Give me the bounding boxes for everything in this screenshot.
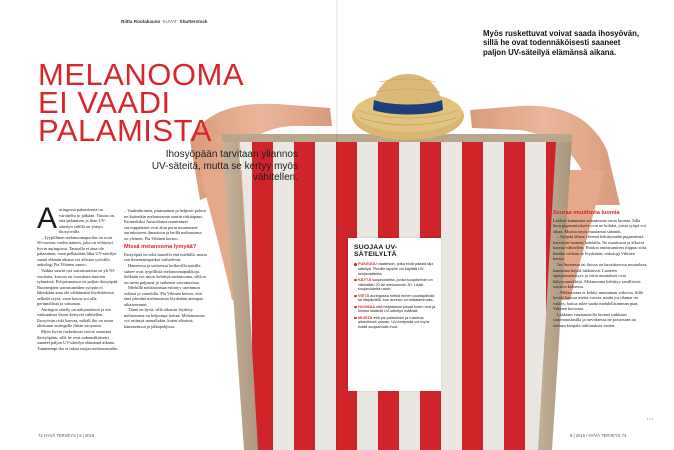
folio-left: 72 HYVÄ TERVEYS | 8 | 2016	[38, 433, 95, 438]
box-item-text: vaatteisiin, jotka eivät päästä läpi säteilyä. Pienille lapsille voi käyttää UV-suojavaatteita.	[358, 262, 434, 276]
box-item	[354, 278, 437, 292]
title-line-3: PALAMISTA	[38, 113, 212, 148]
col1-paragraph: – Tyypillinen melanoomapotilas on noin 50-vuotias vaalea nainen, joka on viihtynyt hyvin auringossa. Taustalla ei aina ole palaminen, vaan pelkästään liika UV-säteilyn saanti elämän aikana voi altistaa syövälle, onkologi Pia Vihinen sanoo.	[37, 234, 117, 268]
credit-author: Riitta Routakauno	[121, 19, 161, 24]
bullet-dot-icon	[354, 306, 357, 309]
uv-protection-box	[348, 238, 441, 391]
body-column-3	[553, 207, 648, 329]
col3-paragraph: Jos luomessa tai ihossa on havaittavissa muutoksia, kannattaa käydä lääkärissä. Luomen epäsymmetrisyys ja värin muutokset ovat hälytysmerkkejä. Melanooma kehittyy tavallisesti vuosien kuluessa.	[553, 261, 648, 290]
col1-paragraph: uringossa palamisesta on varoiteltu jo pitkään. Tutuus on, että palamisen ja liian UV-säteilyn välillä on yhteys ihosyövälle.	[59, 207, 116, 235]
box-item-text: että heijastavat pinnat kuten vesi ja hiekka lisäävät UV-säteilyn määrää.	[358, 304, 436, 314]
folio-right: 8 | 2016 / HYVÄ TERVEYS 73	[570, 433, 627, 438]
end-mark: ▪▪▪	[647, 416, 655, 421]
box-item-text: suojavoidetta, jonka suojakerroin on vähintään 20 tai mieluummin 30. Lisää suojavoidetta usein.	[358, 277, 433, 292]
col2-paragraph: Hameessa ja sortseissa kulkevilla naisilla säärет ovat tyypillisiä melanoomapaikkoja. Selkään voi myös kehittyä melanooma, sillä se on usein paljaana ja vaikeasti rasvattavissa.	[124, 262, 207, 285]
pull-quote: Myös ruskettuvat voivat saada ihosyövän, sillä he ovat todennäköisesti saaneet paljon UV-säteilyä elämänsä aikana.	[483, 29, 639, 57]
bullet-dot-icon	[354, 263, 357, 266]
col2-paragraph: – Vaaleaihoinen, pisamainen ja helposti palava on kuitenkin melanooman suurin riskitapaus. Esimerkiksi Australiassa muuttaneet eurooppalaiset ovat alun perin muuttaneet aurinkoiseen ilmastoon ja heillä melanooma on yleinen, Pia Vihinen kertoo.	[124, 208, 207, 241]
box-title: SUOJAA UV-SÄTEILYLTÄ	[354, 244, 398, 258]
box-item-keyword: KÄYTÄ	[358, 277, 372, 282]
col3-paragraph: – Syöpää lähtee yleensä kehittymään pigmentistä kasvavan luoman kohdalta. Ne muuttuvat ja alkavat kasvaa vähitellen. Hoidon onnistuminen riippuu siitä, kuinka varhain se löydetään, onkologi Vihinen kertoo.	[553, 234, 648, 262]
body-column-1	[37, 202, 119, 351]
box-item	[354, 294, 437, 304]
body-column-2	[124, 208, 207, 330]
col3-paragraph: – Melanooma ei kehity muutaman viikossa. Sillä kestää kasvaa useita vuosia, mutta jos tilanne on vaikea, hoitoa tulee saada mahdollisimman pian, Vihinen korostaa.	[553, 289, 643, 312]
col2-paragraph: Tämä on hyvä, sillä aikaisin löydetty melanooma on helpompi hoitaa. Melanoomaa voi esiintyä muuallakin, kuten silmissä, kämmenissä ja jalkapohjissa.	[124, 307, 205, 329]
col1-paragraph: Myös hyvin ruskettuvat voivat sairastua ihosyöpään, sillä he ovat todennäköisesti saaneet paljon UV-säteilyä elämänsä aikana. Tummempi iho ei takaa suojaa melanoomalta.	[37, 329, 119, 351]
box-item-keyword: HUOMAA	[358, 304, 376, 309]
box-item	[354, 316, 437, 330]
col1-paragraph: Auringon säteily on näkymätöntä ja sen vaikutukset ihoon kertyvät vähitellen. Ihosyövän riski kasvaa, mikäli iho on usein altistunut auringolle ilman suojausta.	[37, 306, 114, 329]
box-item-text: että jos palaminen ja rusketus aiheuttavat vaaran, UV-kertymää voi myös estää suojaamalla ihoa.	[358, 315, 430, 329]
col3-paragraph: Lääkäri kannustaa seuraamaan omia luomia. Silla ihon pigmenttialueet ovat ne kohdat, joista syöpä voi alkaa. Muista myös muutamat säännöt.	[553, 217, 646, 234]
credit-label: KUVAT	[162, 19, 178, 24]
box-item	[354, 305, 437, 315]
title-line-2: EI VAADI	[38, 85, 171, 120]
col3-paragraph: Lääkärin vastaanotolla luomet tutkitaan suurennuslasilla ja tarvittaessa ne poistetaan tai otetaan koepala tutkimuksia varten.	[553, 311, 637, 328]
photo-credit	[121, 19, 208, 24]
page-spine	[336, 0, 338, 450]
box-item	[354, 262, 437, 276]
col2-paragraph: Ihosyöpää on sekä nauvilla että miehillä, mutta sen ilmenemispaikat vaihtelevat.	[124, 251, 207, 263]
box-item-keyword: MUISTA	[358, 315, 373, 320]
article-title	[38, 57, 245, 148]
col2-paragraph: Miehillä melanoomaa esiintyy useimmin selässä ja vartalolla. Pia Vihinen kertoo, että tänä päivänä melanoomia löydetään aiempaa aikaisemmin.	[124, 285, 203, 307]
article-lead: Ihosyöpään tarvitaan yliannos UV-säteitä, mutta se kertyy myös vähitellen.	[151, 149, 298, 183]
box-item-keyword: PUKEUDU	[358, 262, 377, 266]
credit-source: Shutterstock	[179, 19, 208, 24]
col1-paragraph: Vaikka suurin osa sairastuneista on yli 50-vuotiaita, kasvua on vuosittain nuorten ryhmässä. Pohjoismaissa on paljon ihosyöpää. Nuorimpien sairastuneiden syöpiin ei läheskään aina ole välttämättä löydettävissä selkeää syytä, vaan kasvu voi olla perinnöllistä ja sattumaa.	[37, 268, 119, 307]
bullet-dot-icon	[354, 279, 357, 282]
title-line-1: MELANOOMA	[38, 57, 245, 92]
box-item-keyword: VIETÄ	[358, 293, 370, 298]
box-item-text: auringossa hetkiä ennen puoltapäivää tai iltapäivällä, kun aurinko on matalammalla.	[358, 293, 435, 303]
bullet-dot-icon	[354, 317, 357, 320]
col2-subheading: Missä melanooma lymyää?	[124, 244, 197, 251]
drop-cap: A	[37, 202, 58, 235]
bullet-dot-icon	[354, 295, 357, 298]
col3-subheading: Seuraa muuttuvia luomia	[553, 210, 620, 216]
